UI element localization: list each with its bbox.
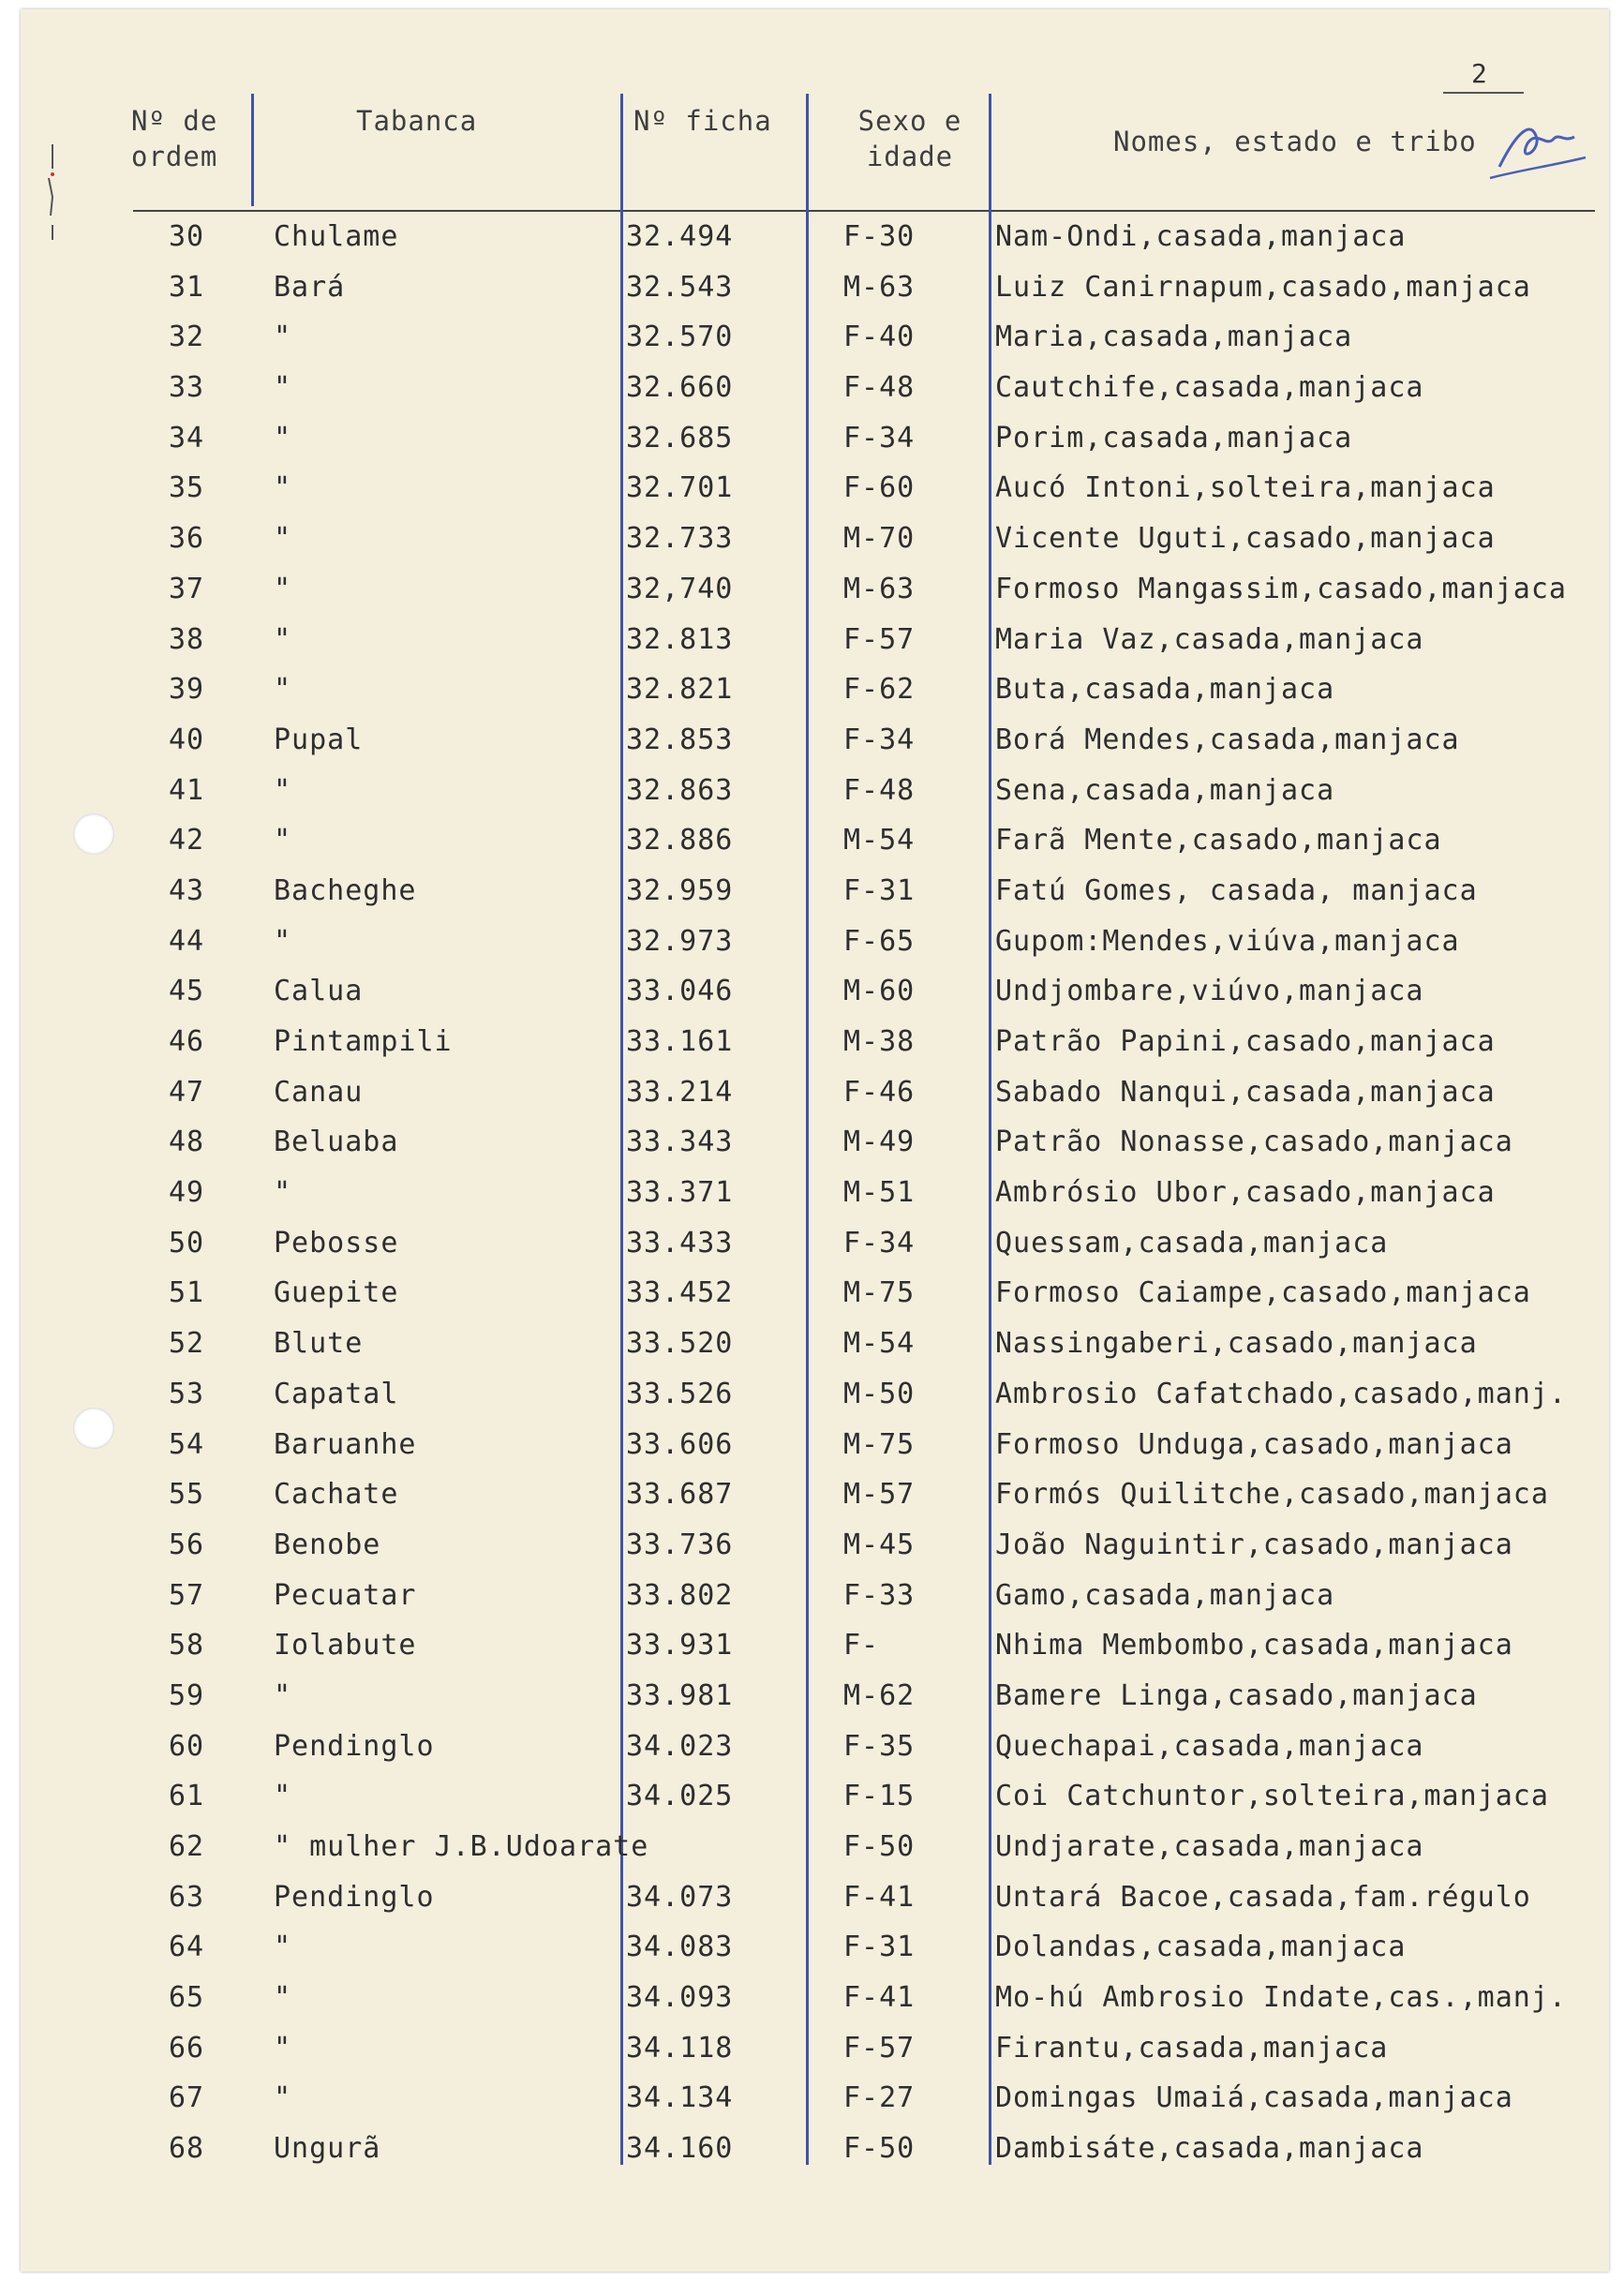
nomes-cell: Maria Vaz,casada,manjaca [995,622,1424,656]
tabanca-cell: Calua [274,975,364,1008]
table-row [0,866,1624,917]
nomes-cell: Formoso Caiampe,casado,manjaca [995,1276,1531,1310]
nomes-cell: Undjombare,viúvo,manjaca [995,975,1424,1008]
tabanca-cell: " [274,622,292,656]
tabanca-cell: Pendinglo [274,1880,435,1914]
ficha-cell: 32.660 [626,371,734,405]
table-row [0,413,1624,464]
nomes-cell: Vicente Uguti,casado,manjaca [995,522,1496,556]
table-row [0,1973,1624,2023]
table-row [0,1722,1624,1772]
table-row [0,212,1624,262]
nomes-cell: Quessam,casada,manjaca [995,1226,1389,1260]
sexo-idade-cell: F-60 [843,471,916,505]
table-row [0,1571,1624,1621]
ficha-cell: 32.863 [626,773,734,807]
ficha-cell: 32.543 [626,270,734,304]
table-row [0,1168,1624,1218]
nomes-cell: Gupom:Mendes,viúva,manjaca [995,924,1460,958]
table-row [0,363,1624,413]
tabanca-cell: Chulame [274,220,399,253]
tabanca-cell: " [274,572,292,605]
tabanca-cell: Bará [274,270,346,304]
ficha-cell: 32.886 [626,824,734,857]
tabanca-cell: Pendinglo [274,1729,435,1763]
ficha-cell: 32.733 [626,522,734,556]
nomes-cell: Fatú Gomes, casada, manjaca [995,873,1478,907]
ficha-cell: 34.025 [626,1780,734,1813]
sexo-idade-cell: F-34 [843,723,916,756]
ordem-cell: 54 [169,1427,205,1461]
sexo-idade-cell: F-15 [843,1780,916,1813]
table-row [0,1117,1624,1168]
sexo-idade-cell: F-62 [843,673,916,707]
sexo-idade-cell: F-50 [843,1830,916,1863]
tabanca-cell: Guepite [274,1276,399,1310]
ficha-cell: 33.981 [626,1678,734,1712]
tabanca-cell: " [274,773,292,807]
tabanca-cell: Capatal [274,1377,399,1410]
ordem-cell: 62 [169,1830,205,1863]
ordem-cell: 45 [169,975,205,1008]
ordem-cell: 34 [169,421,205,455]
ficha-cell: 33.606 [626,1427,734,1461]
tabanca-cell: Iolabute [274,1629,417,1662]
tabanca-cell: " [274,1780,292,1813]
nomes-cell: Patrão Papini,casado,manjaca [995,1025,1496,1058]
tabanca-cell: " [274,2031,292,2065]
table-row [0,1771,1624,1822]
table-row [0,1218,1624,1269]
ficha-cell: 34.093 [626,1981,734,2015]
sexo-idade-cell: M-63 [843,270,916,304]
table-row [0,463,1624,514]
header-ordem: Nº de ordem [131,105,218,172]
sexo-idade-cell: M-51 [843,1176,916,1210]
ficha-cell: 33.452 [626,1276,734,1310]
ordem-cell: 55 [169,1478,205,1512]
ordem-cell: 44 [169,924,205,958]
sexo-idade-cell: F-65 [843,924,916,958]
header-sexo-idade: Sexo e idade [857,105,962,172]
tabanca-cell: " [274,924,292,958]
table-row [0,1420,1624,1470]
ordem-cell: 38 [169,622,205,656]
table-row [0,564,1624,615]
table-row [0,312,1624,363]
table-row [0,1067,1624,1118]
sexo-idade-cell: F-57 [843,2031,916,2065]
tabanca-cell: " [274,2081,292,2115]
table-row [0,1671,1624,1722]
ordem-cell: 47 [169,1075,205,1109]
tabanca-cell: Pebosse [274,1226,399,1260]
ficha-cell: 32.813 [626,622,734,656]
nomes-cell: Luiz Canirnapum,casado,manjaca [995,270,1531,304]
sexo-idade-cell: M-75 [843,1427,916,1461]
nomes-cell: Maria,casada,manjaca [995,321,1353,354]
nomes-cell: Formoso Mangassim,casado,manjaca [995,572,1567,605]
ficha-cell: 32.853 [626,723,734,756]
ordem-cell: 50 [169,1226,205,1260]
ordem-cell: 42 [169,824,205,857]
table-row [0,2073,1624,2124]
ficha-cell: 32.494 [626,220,734,253]
header-tabanca: Tabanca [356,105,478,137]
ordem-cell: 65 [169,1981,205,2015]
sexo-idade-cell: M-57 [843,1478,916,1512]
register-table [0,212,1624,2174]
table-row [0,1872,1624,1923]
nomes-cell: Dambisáte,casada,manjaca [995,2132,1424,2166]
table-row [0,1822,1624,1872]
nomes-cell: Porim,casada,manjaca [995,421,1353,455]
sexo-idade-cell: M-38 [843,1025,916,1058]
ficha-cell: 34.023 [626,1729,734,1763]
nomes-cell: Ambrósio Ubor,casado,manjaca [995,1176,1496,1210]
sexo-idade-cell: M-54 [843,824,916,857]
tabanca-cell: Benobe [274,1528,381,1561]
ordem-cell: 41 [169,773,205,807]
nomes-cell: Untará Bacoe,casada,fam.régulo [995,1880,1531,1914]
nomes-cell: Quechapai,casada,manjaca [995,1729,1424,1763]
table-row [0,1319,1624,1369]
ficha-cell: 32.701 [626,471,734,505]
sexo-idade-cell: M-70 [843,522,916,556]
ordem-cell: 67 [169,2081,205,2115]
sexo-idade-cell: F-35 [843,1729,916,1763]
tabanca-cell: Pupal [274,723,364,756]
table-row [0,966,1624,1017]
ordem-cell: 40 [169,723,205,756]
nomes-cell: Undjarate,casada,manjaca [995,1830,1424,1863]
sexo-idade-cell: M-62 [843,1678,916,1712]
sexo-idade-cell: M-63 [843,572,916,605]
sexo-idade-cell: F-31 [843,873,916,907]
sexo-idade-cell: M-49 [843,1126,916,1159]
ordem-cell: 46 [169,1025,205,1058]
ordem-cell: 49 [169,1176,205,1210]
tabanca-cell: " [274,371,292,405]
sexo-idade-cell: F-41 [843,1880,916,1914]
ordem-cell: 61 [169,1780,205,1813]
ordem-cell: 59 [169,1678,205,1712]
tabanca-cell: " [274,1981,292,2015]
ficha-cell: 32,740 [626,572,734,605]
ficha-cell: 34.073 [626,1880,734,1914]
nomes-cell: Mo-hú Ambrosio Indate,cas.,manj. [995,1981,1567,2015]
tabanca-cell: Bacheghe [274,873,417,907]
ficha-cell: 34.134 [626,2081,734,2115]
ficha-cell: 33.371 [626,1176,734,1210]
tabanca-cell: " [274,321,292,354]
tabanca-cell: Pecuatar [274,1578,417,1612]
ficha-cell: 33.687 [626,1478,734,1512]
ficha-cell: 32.959 [626,873,734,907]
table-row [0,1369,1624,1420]
page-number-underline [1443,92,1524,94]
sexo-idade-cell: F-27 [843,2081,916,2115]
ficha-cell: 33.343 [626,1126,734,1159]
ordem-cell: 36 [169,522,205,556]
ordem-cell: 56 [169,1528,205,1561]
ficha-cell: 34.118 [626,2031,734,2065]
ficha-cell: 33.161 [626,1025,734,1058]
ordem-cell: 57 [169,1578,205,1612]
nomes-cell: Sabado Nanqui,casada,manjaca [995,1075,1496,1109]
ficha-cell: 34.083 [626,1931,734,1964]
ordem-cell: 64 [169,1931,205,1964]
sexo-idade-cell: F- [843,1629,880,1662]
ordem-cell: 37 [169,572,205,605]
tabanca-cell: Beluaba [274,1126,399,1159]
column-divider-1 [251,94,254,206]
nomes-cell: Borá Mendes,casada,manjaca [995,723,1460,756]
table-row [0,1469,1624,1520]
table-row [0,2023,1624,2074]
sexo-idade-cell: F-34 [843,1226,916,1260]
tabanca-cell: " [274,1176,292,1210]
ordem-cell: 35 [169,471,205,505]
ficha-cell: 33.046 [626,975,734,1008]
ordem-cell: 51 [169,1276,205,1310]
sexo-idade-cell: M-60 [843,975,916,1008]
ordem-cell: 48 [169,1126,205,1159]
nomes-cell: Domingas Umaiá,casada,manjaca [995,2081,1513,2115]
tabanca-cell: " [274,1931,292,1964]
ordem-cell: 68 [169,2132,205,2166]
sexo-idade-cell: F-31 [843,1931,916,1964]
nomes-cell: Formoso Unduga,casado,manjaca [995,1427,1513,1461]
tabanca-cell: " [274,421,292,455]
ordem-cell: 53 [169,1377,205,1410]
sexo-idade-cell: F-30 [843,220,916,253]
table-row [0,262,1624,313]
ordem-cell: 43 [169,873,205,907]
nomes-cell: Coi Catchuntor,solteira,manjaca [995,1780,1549,1813]
ordem-cell: 63 [169,1880,205,1914]
sexo-idade-cell: F-40 [843,321,916,354]
ficha-cell: 33.214 [626,1075,734,1109]
sexo-idade-cell: M-45 [843,1528,916,1561]
header-ficha: Nº ficha [633,105,772,137]
tabanca-cell: " [274,824,292,857]
ficha-cell: 32.570 [626,321,734,354]
nomes-cell: Farã Mente,casado,manjaca [995,824,1442,857]
ordem-cell: 32 [169,321,205,354]
table-row [0,615,1624,665]
ficha-cell: 33.520 [626,1327,734,1361]
nomes-cell: Sena,casada,manjaca [995,773,1335,807]
table-row [0,514,1624,564]
nomes-cell: Nhima Membombo,casada,manjaca [995,1629,1513,1662]
nomes-cell: Cautchife,casada,manjaca [995,371,1424,405]
table-row [0,664,1624,715]
sexo-idade-cell: F-50 [843,2132,916,2166]
table-row [0,1922,1624,1973]
table-row [0,1268,1624,1319]
nomes-cell: Aucó Intoni,solteira,manjaca [995,471,1496,505]
tabanca-cell: " [274,471,292,505]
ficha-cell: 34.160 [626,2132,734,2166]
ficha-cell: 33.736 [626,1528,734,1561]
sexo-idade-cell: F-48 [843,371,916,405]
ficha-cell: 33.802 [626,1578,734,1612]
ficha-cell: 32.821 [626,673,734,707]
table-row [0,715,1624,766]
sexo-idade-cell: M-54 [843,1327,916,1361]
nomes-cell: Nassingaberi,casado,manjaca [995,1327,1478,1361]
nomes-cell: Bamere Linga,casado,manjaca [995,1678,1478,1712]
sexo-idade-cell: M-50 [843,1377,916,1410]
nomes-cell: Nam-Ondi,casada,manjaca [995,220,1407,253]
ordem-cell: 52 [169,1327,205,1361]
ficha-cell: 33.931 [626,1629,734,1662]
nomes-cell: Dolandas,casada,manjaca [995,1931,1407,1964]
ordem-cell: 39 [169,673,205,707]
sexo-idade-cell: F-57 [843,622,916,656]
sexo-idade-cell: M-75 [843,1276,916,1310]
nomes-cell: Formós Quilitche,casado,manjaca [995,1478,1549,1512]
nomes-cell: Buta,casada,manjaca [995,673,1335,707]
tabanca-cell: Canau [274,1075,364,1109]
ficha-cell: 33.526 [626,1377,734,1410]
tabanca-cell: Ungurã [274,2132,381,2166]
sexo-idade-cell: F-34 [843,421,916,455]
tabanca-cell: Baruanhe [274,1427,417,1461]
tabanca-cell: " [274,522,292,556]
sexo-idade-cell: F-33 [843,1578,916,1612]
table-row [0,917,1624,967]
table-row [0,1620,1624,1671]
handwritten-initials [1481,111,1593,186]
nomes-cell: Gamo,casada,manjaca [995,1578,1335,1612]
ordem-cell: 31 [169,270,205,304]
ordem-cell: 66 [169,2031,205,2065]
sexo-idade-cell: F-48 [843,773,916,807]
header-nomes: Nomes, estado e tribo [1113,126,1477,157]
nomes-cell: João Naguintir,casado,manjaca [995,1528,1513,1561]
table-row [0,1017,1624,1067]
ordem-cell: 58 [169,1629,205,1662]
table-row [0,766,1624,816]
sexo-idade-cell: F-46 [843,1075,916,1109]
tabanca-cell: " [274,673,292,707]
tabanca-cell: Cachate [274,1478,399,1512]
table-row [0,2124,1624,2174]
ordem-cell: 33 [169,371,205,405]
nomes-cell: Firantu,casada,manjaca [995,2031,1389,2065]
ficha-cell: 32.685 [626,421,734,455]
nomes-cell: Patrão Nonasse,casado,manjaca [995,1126,1513,1159]
table-row [0,1520,1624,1571]
ordem-cell: 30 [169,220,205,253]
page-number: 2 [1471,58,1487,89]
sexo-idade-cell: F-41 [843,1981,916,2015]
tabanca-cell: " mulher J.B.Udoarate [274,1830,649,1863]
tabanca-cell: Blute [274,1327,364,1361]
tabanca-cell: Pintampili [274,1025,453,1058]
nomes-cell: Ambrosio Cafatchado,casado,manj. [995,1377,1567,1410]
table-row [0,815,1624,866]
ficha-cell: 33.433 [626,1226,734,1260]
ordem-cell: 60 [169,1729,205,1763]
tabanca-cell: " [274,1678,292,1712]
ficha-cell: 32.973 [626,924,734,958]
